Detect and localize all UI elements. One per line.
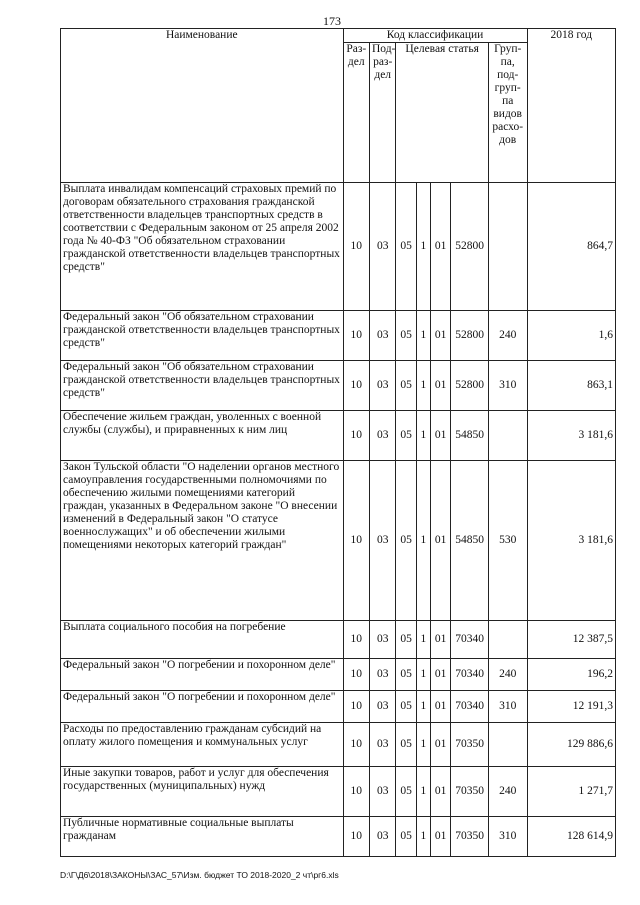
cell-t2: 1 [416,461,430,621]
cell-name: Расходы по предоставлению гражданам субсидий на оплату жилого помещения и коммунальных услуг [61,723,344,767]
cell-name: Федеральный закон "О погребении и похоронном деле" [61,659,344,691]
cell-r: 10 [343,461,369,621]
cell-g: 310 [488,691,527,723]
cell-p: 03 [369,767,395,817]
header-code: Код классификации [343,29,527,43]
cell-t2: 1 [416,691,430,723]
cell-g: 310 [488,361,527,411]
cell-t2: 1 [416,311,430,361]
cell-v: 3 181,6 [527,461,615,621]
header-year: 2018 год [527,29,615,183]
cell-r: 10 [343,621,369,659]
cell-name: Федеральный закон "Об обязательном страховании гражданской ответственности владельцев транспортных средств" [61,361,344,411]
cell-t3: 01 [430,361,450,411]
cell-t2: 1 [416,183,430,311]
cell-t4: 70340 [451,691,489,723]
cell-p: 03 [369,659,395,691]
cell-g [488,723,527,767]
cell-r: 10 [343,311,369,361]
cell-p: 03 [369,311,395,361]
cell-p: 03 [369,461,395,621]
cell-t1: 05 [396,361,416,411]
cell-t2: 1 [416,723,430,767]
file-path-footer: D:\Г\Д6\2018\ЗАКОНЫ\ЗАС_57\Изм. бюджет ТО 2018-2020_2 чт\рг6.xls [60,870,339,880]
cell-r: 10 [343,767,369,817]
cell-t3: 01 [430,659,450,691]
cell-t1: 05 [396,621,416,659]
cell-v: 1,6 [527,311,615,361]
cell-t3: 01 [430,817,450,857]
cell-v: 196,2 [527,659,615,691]
cell-t1: 05 [396,767,416,817]
cell-t1: 05 [396,411,416,461]
cell-t4: 52800 [451,311,489,361]
cell-t4: 70340 [451,621,489,659]
cell-t3: 01 [430,411,450,461]
cell-t1: 05 [396,817,416,857]
cell-t2: 1 [416,411,430,461]
cell-t2: 1 [416,621,430,659]
cell-v: 1 271,7 [527,767,615,817]
header-podrazdel: Под- раз- дел [369,43,395,183]
cell-p: 03 [369,817,395,857]
budget-table [60,28,616,857]
cell-r: 10 [343,723,369,767]
cell-t4: 52800 [451,361,489,411]
cell-g [488,411,527,461]
cell-t1: 05 [396,659,416,691]
table-row [61,691,616,723]
cell-v: 3 181,6 [527,411,615,461]
table-row [61,311,616,361]
cell-v: 128 614,9 [527,817,615,857]
table-row [61,411,616,461]
cell-g: 240 [488,767,527,817]
table-row [61,817,616,857]
table-row [61,361,616,411]
cell-g [488,183,527,311]
cell-g [488,621,527,659]
cell-v: 12 387,5 [527,621,615,659]
cell-name: Федеральный закон "Об обязательном страховании гражданской ответственности владельцев транспортных средств" [61,311,344,361]
cell-p: 03 [369,691,395,723]
header-target: Целевая статья [396,43,488,183]
cell-t4: 70350 [451,767,489,817]
cell-p: 03 [369,723,395,767]
cell-v: 129 886,6 [527,723,615,767]
cell-t3: 01 [430,691,450,723]
cell-t3: 01 [430,183,450,311]
header-razdel: Раз- дел [343,43,369,183]
cell-g: 240 [488,659,527,691]
table-row [61,723,616,767]
cell-r: 10 [343,411,369,461]
table-row [61,659,616,691]
cell-t1: 05 [396,183,416,311]
cell-t4: 70350 [451,723,489,767]
cell-r: 10 [343,659,369,691]
cell-t3: 01 [430,723,450,767]
cell-p: 03 [369,411,395,461]
cell-v: 864,7 [527,183,615,311]
cell-t3: 01 [430,621,450,659]
cell-r: 10 [343,817,369,857]
cell-t2: 1 [416,659,430,691]
cell-name: Публичные нормативные социальные выплаты гражданам [61,817,344,857]
cell-t4: 70340 [451,659,489,691]
cell-t1: 05 [396,311,416,361]
cell-p: 03 [369,183,395,311]
header-name: Наименование [61,29,344,183]
table-row [61,621,616,659]
cell-name: Обеспечение жильем граждан, уволенных с военной службы (службы), и приравненных к ним лиц [61,411,344,461]
cell-g: 240 [488,311,527,361]
page-number: 173 [323,14,341,28]
cell-v: 12 191,3 [527,691,615,723]
cell-t4: 70350 [451,817,489,857]
cell-t4: 54850 [451,461,489,621]
cell-name: Иные закупки товаров, работ и услуг для обеспечения государственных (муниципальных) нужд [61,767,344,817]
cell-t2: 1 [416,767,430,817]
cell-p: 03 [369,621,395,659]
cell-t4: 52800 [451,183,489,311]
cell-r: 10 [343,361,369,411]
cell-g: 530 [488,461,527,621]
cell-t3: 01 [430,461,450,621]
table-row [61,767,616,817]
cell-p: 03 [369,361,395,411]
table-row [61,183,616,311]
cell-t1: 05 [396,461,416,621]
cell-name: Выплата социального пособия на погребение [61,621,344,659]
cell-name: Федеральный закон "О погребении и похоронном деле" [61,691,344,723]
cell-t2: 1 [416,361,430,411]
cell-name: Закон Тульской области "О наделении органов местного самоуправления государственными полномочиями по обеспечению жилыми помещениями категорий граждан, указанных в Федеральном законе "О внесении изменений в Федеральный закон "О статусе военнослужащих" и об обеспечении жилыми помещениями некоторых категорий граждан" [61,461,344,621]
cell-r: 10 [343,691,369,723]
cell-t3: 01 [430,767,450,817]
cell-name: Выплата инвалидам компенсаций страховых премий по договорам обязательного страхования гражданской ответственности владельцев транспортных средств в соответствии с Федеральным законом от 25 апреля 2002 года № 40-ФЗ "Об обязательном страховании гражданской ответственности владельцев транспортных средств" [61,183,344,311]
cell-v: 863,1 [527,361,615,411]
header-group: Груп- па, под- груп- па видов расхо- дов [488,43,527,183]
cell-t3: 01 [430,311,450,361]
cell-t2: 1 [416,817,430,857]
cell-t1: 05 [396,691,416,723]
cell-r: 10 [343,183,369,311]
cell-g: 310 [488,817,527,857]
cell-t1: 05 [396,723,416,767]
cell-t4: 54850 [451,411,489,461]
table-row [61,461,616,621]
